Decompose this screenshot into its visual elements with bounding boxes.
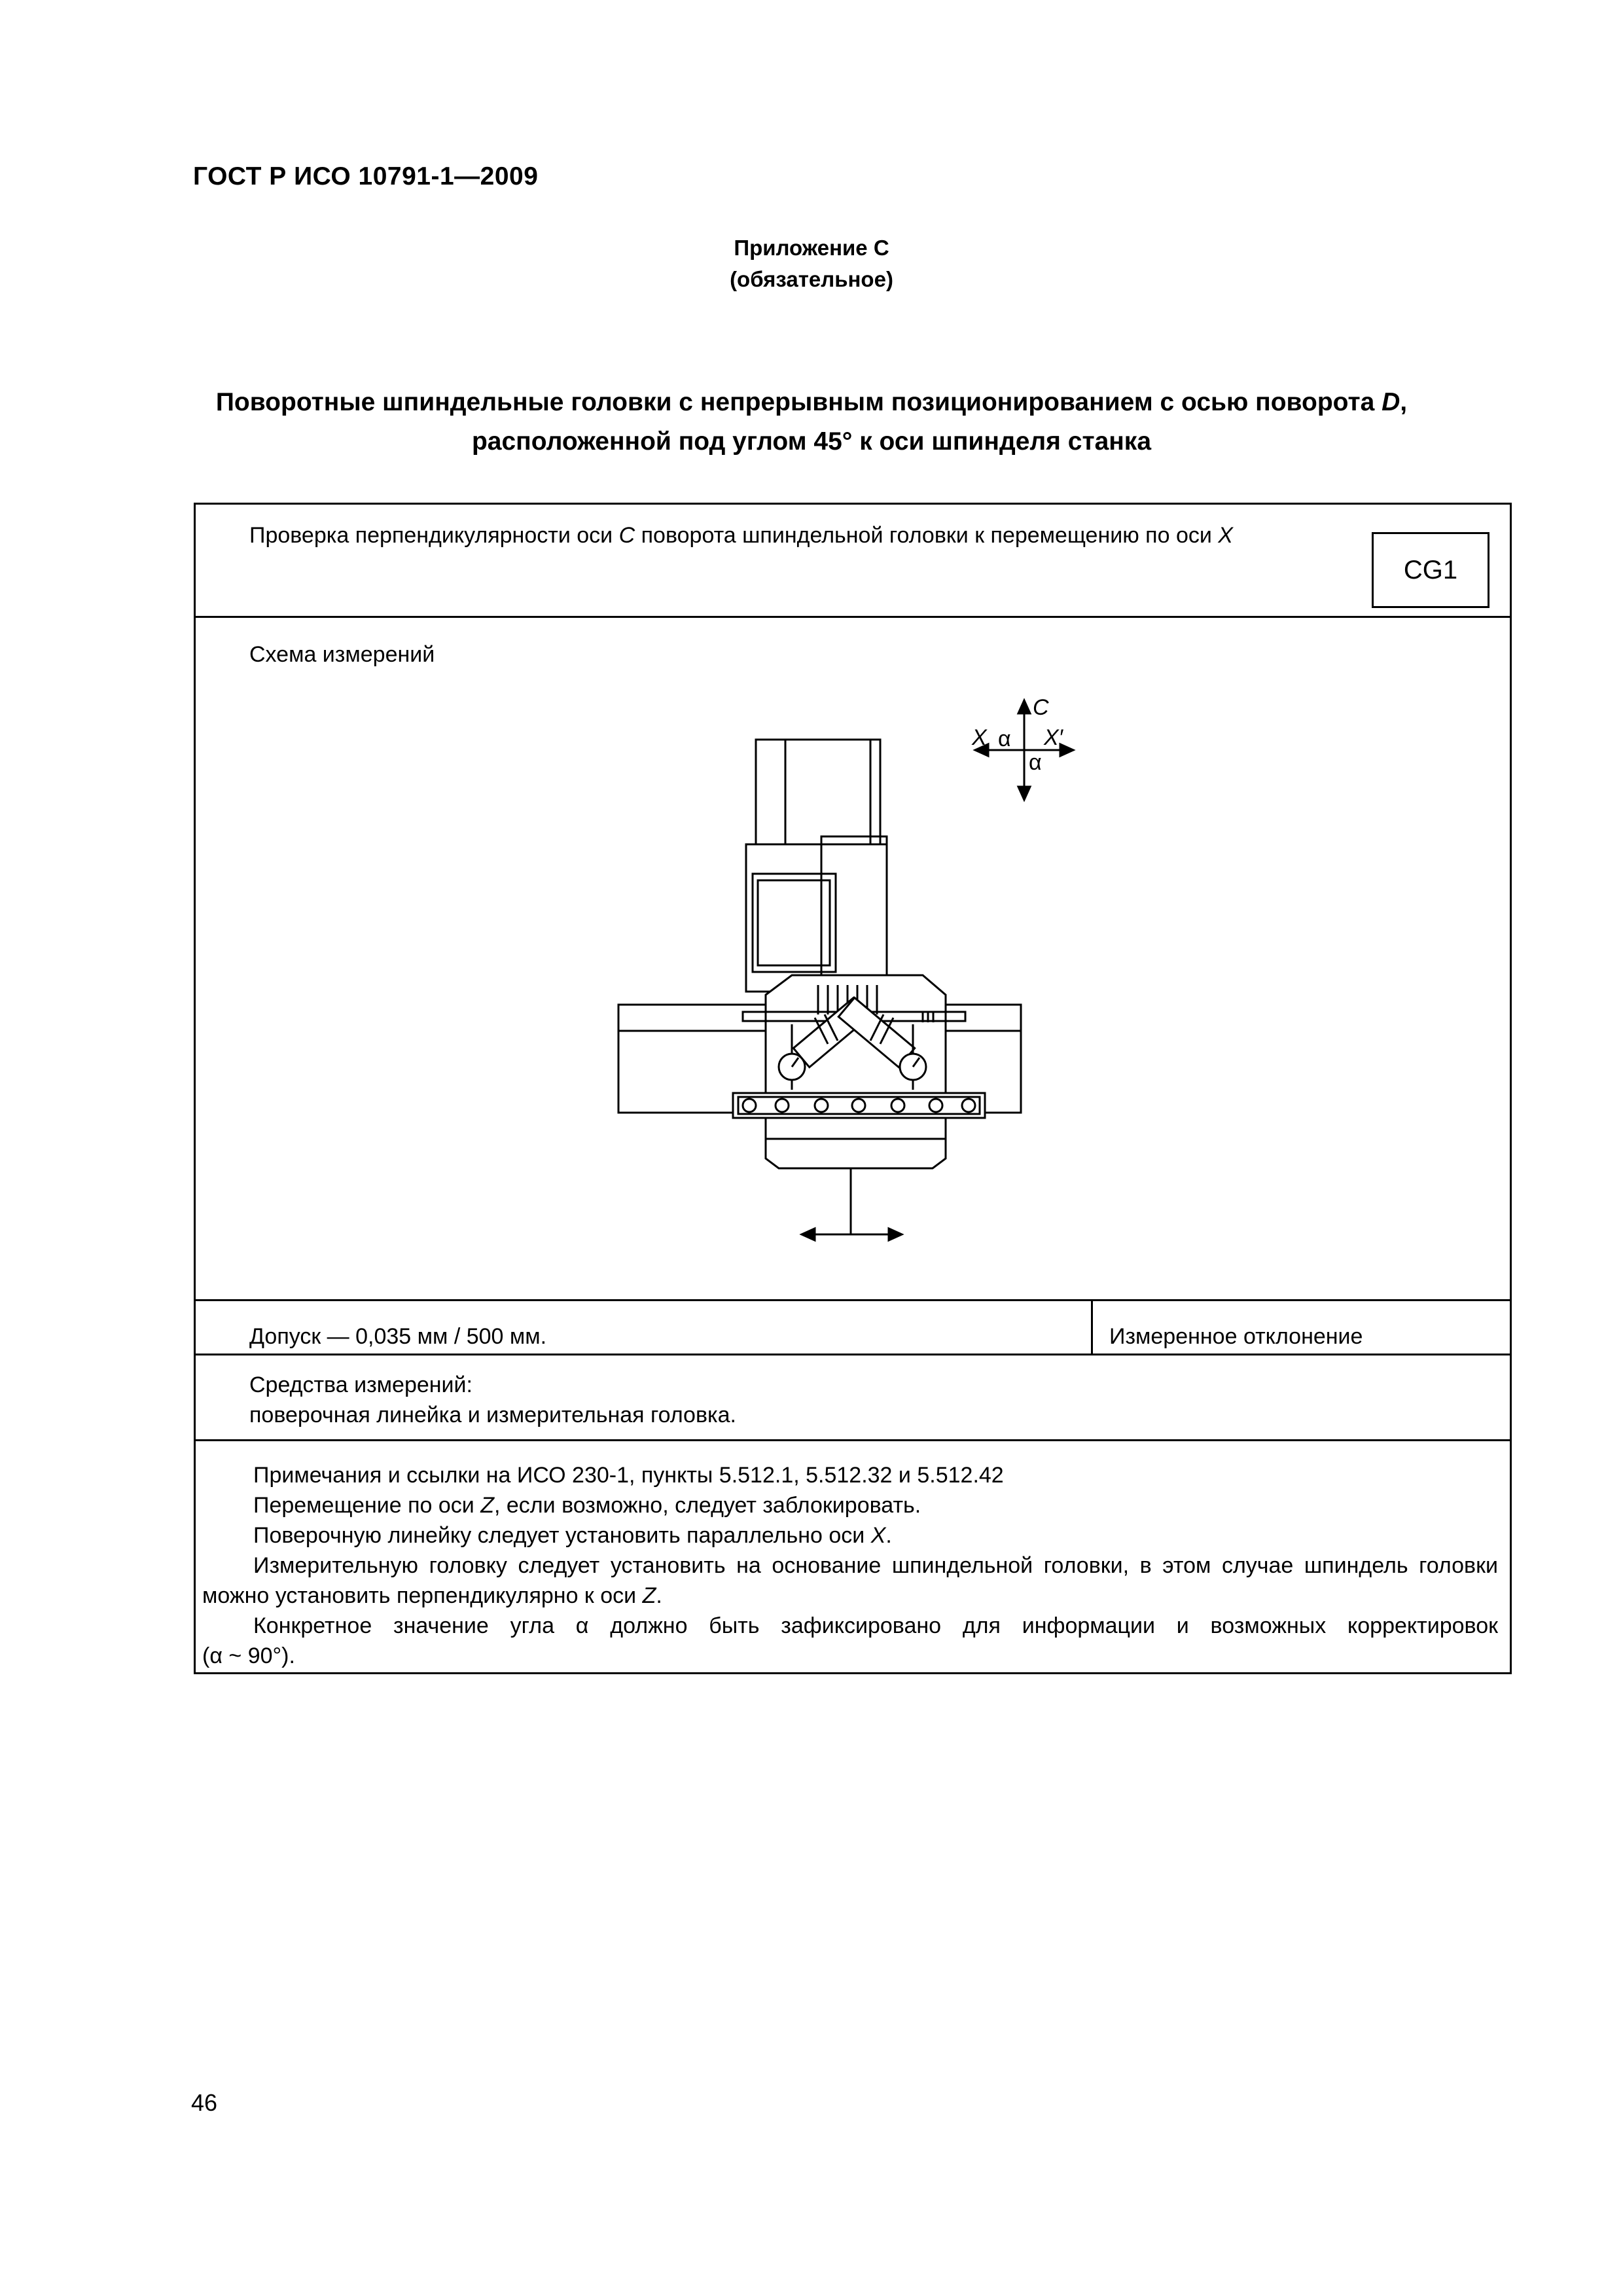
slide-carriage — [766, 1139, 946, 1168]
check-title-text: Проверка перпендикулярности оси — [249, 523, 619, 548]
check-id-box — [1372, 532, 1489, 608]
check-id: CG1 — [1403, 555, 1458, 584]
axis-cross — [975, 700, 1073, 800]
standard-designation: ГОСТ Р ИСО 10791-1—2009 — [193, 162, 539, 190]
annex-title: Приложение С — [734, 236, 889, 260]
row-divider — [196, 1354, 1510, 1355]
title-axis-d: D — [1382, 388, 1400, 416]
row-divider — [196, 1439, 1510, 1441]
note-indicator-mount — [202, 1551, 1498, 1611]
notes-heading: Примечания и ссылки на ИСО 230-1, пункты 5.512.1, 5.512.32 и 5.512.42 — [253, 1463, 1004, 1488]
column-upper — [756, 740, 880, 844]
note-text: ~ 90°). — [222, 1643, 295, 1668]
check-axis-c: C — [618, 523, 635, 548]
annex-status: (обязательное) — [730, 267, 893, 291]
column-divider — [1091, 1299, 1093, 1354]
axis-c-arrow-icon — [1018, 700, 1030, 713]
alpha-label-left: α — [998, 726, 1011, 751]
page-title-line-2: расположенной под углом 45° к оси шпинделя станка — [471, 427, 1152, 456]
check-title — [249, 520, 1233, 550]
note-ruler-parallel — [202, 1520, 1498, 1551]
note-axis-x: X — [870, 1523, 886, 1548]
note-text: Перемещение по оси — [253, 1493, 481, 1518]
measured-deviation-label: Измеренное отклонение — [1109, 1324, 1363, 1349]
note-angle-alpha: Конкретное значение угла α должно быть зафиксировано для информации и возможных корректировок — [253, 1613, 1498, 1638]
axis-c-down-arrow-icon — [1018, 787, 1030, 800]
motor-block — [753, 874, 836, 972]
note-text: . — [656, 1583, 662, 1608]
page-title — [131, 383, 1492, 461]
instruments-list: поверочная линейка и измерительная головка. — [249, 1403, 736, 1427]
note-axis-z: Z — [480, 1493, 494, 1518]
row-divider — [196, 616, 1510, 618]
motor-block-inner — [758, 880, 830, 965]
measurement-scheme-diagram — [425, 687, 1113, 1289]
row-divider — [196, 1299, 1510, 1301]
note-text: ( — [202, 1643, 210, 1668]
tolerance-text: Допуск — 0,035 мм / 500 мм. — [249, 1324, 547, 1349]
axis-x-prime-label: X′ — [1044, 725, 1063, 750]
axis-c-label: C — [1033, 695, 1049, 720]
title-text: Поворотные шпиндельные головки с непрерывным позиционированием с осью поворота — [215, 388, 1382, 416]
page-number: 46 — [191, 2089, 218, 2116]
check-axis-x: X — [1218, 523, 1233, 548]
check-title-middle: поворота шпиндельной головки к перемещению по оси — [635, 523, 1219, 548]
note-axis-z: Z — [642, 1583, 656, 1608]
scheme-label: Схема измерений — [249, 642, 435, 667]
note-text: Измерительную головку следует установить на основание шпиндельной головки, в этом случае шпиндель головки можно установить перпендикулярно к оси — [202, 1553, 1498, 1608]
movement-left-arrow-icon — [802, 1229, 815, 1240]
note-text: , если возможно, следует заблокировать. — [493, 1493, 921, 1518]
note-lock-z — [202, 1490, 1498, 1520]
column-lower — [746, 844, 887, 992]
notes-block — [202, 1460, 1498, 1671]
movement-right-arrow-icon — [889, 1229, 902, 1240]
axis-x-label: X — [972, 725, 987, 750]
note-angle-value — [202, 1641, 1498, 1671]
note-text: Поверочную линейку следует установить параллельно оси — [253, 1523, 871, 1548]
annex-heading — [0, 232, 1623, 295]
page-title-line-1 — [131, 383, 1492, 422]
alpha-label-bottom: α — [1029, 750, 1042, 775]
instruments-heading: Средства измерений: — [249, 1372, 473, 1397]
title-comma: , — [1400, 388, 1408, 416]
note-text: . — [885, 1523, 892, 1548]
note-alpha: α — [209, 1643, 223, 1668]
